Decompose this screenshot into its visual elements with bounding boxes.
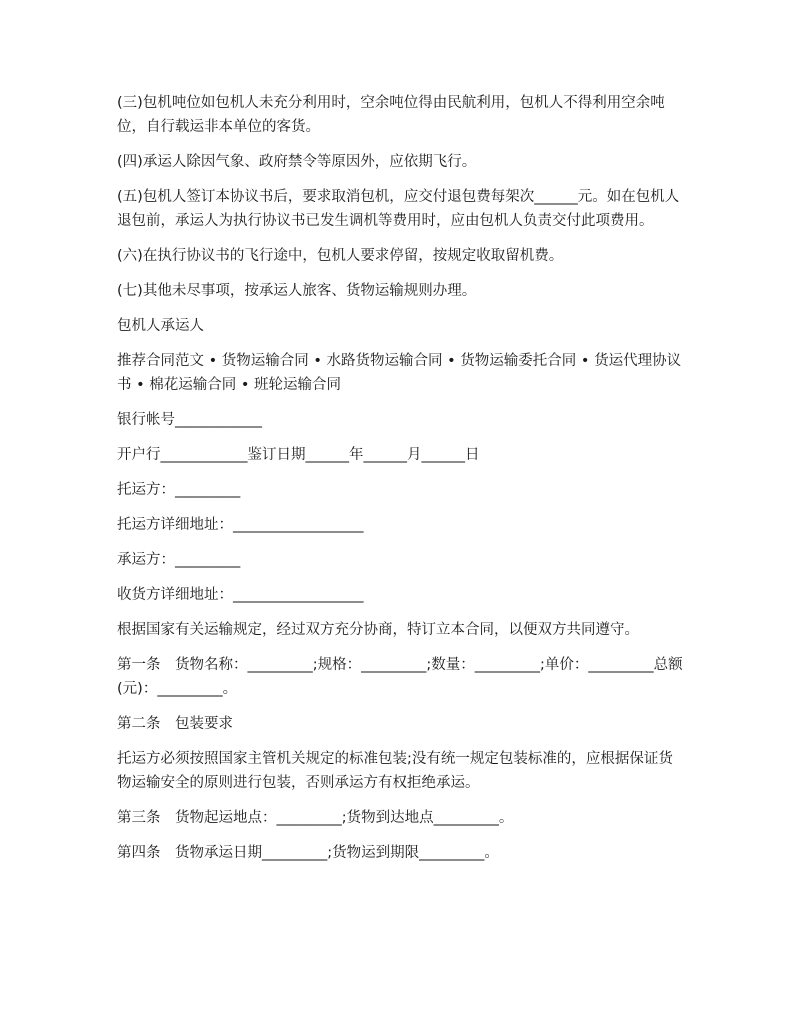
article-4-dates: 第四条 货物承运日期_________;货物运到期限_________。 [117,845,499,861]
article-3-locations: 第三条 货物起运地点：_________;货物到达地点_________。 [117,810,514,826]
signature-parties: 包机人承运人 [117,318,204,334]
article-2-heading: 第二条 包装要求 [117,716,233,732]
shipper-field: 托运方：_________ [117,482,241,498]
document-page [117,91,683,876]
clause-4-schedule: (四)承运人除因气象、政府禁令等原因外，应依期飞行。 [117,154,477,170]
carrier-field: 承运方：_________ [117,552,241,568]
bank-and-sign-date-field: 开户行____________鉴订日期______年______月______日 [117,447,480,463]
clause-5-cancellation: (五)包机人签订本协议书后，要求取消包机，应交付退包费每架次______元。如在包机人退包前，承运人为执行协议书已发生调机等费用时，应由包机人负责交付此项费用。 [117,189,680,229]
clause-7-other: (七)其他未尽事项，按承运人旅客、货物运输规则办理。 [117,283,477,299]
article-1-goods: 第一条 货物名称：_________;规格：_________;数量：_________;单价：_________总额(元)：_________。 [117,657,683,697]
recommended-templates: 推荐合同范文 • 货物运输合同 • 水路货物运输合同 • 货物运输委托合同 • 货运代理协议书 • 棉花运输合同 • 班轮运输合同 [117,353,682,393]
consignee-address-field: 收货方详细地址：__________________ [117,587,364,603]
article-2-packaging-text: 托运方必须按照国家主管机关规定的标准包装;没有统一规定包装标准的，应根据保证货物运输安全的原则进行包装，否则承运方有权拒绝承运。 [117,751,673,791]
shipper-address-field: 托运方详细地址：__________________ [117,517,364,533]
clause-6-stopover: (六)在执行协议书的飞行途中，包机人要求停留，按规定收取留机费。 [117,248,564,264]
bank-account-field: 银行帐号____________ [117,412,262,428]
clause-3-tonnage: (三)包机吨位如包机人未充分利用时，空余吨位得由民航利用，包机人不得利用空余吨位，自行载运非本单位的客货。 [117,95,665,135]
contract-preamble: 根据国家有关运输规定，经过双方充分协商，特订立本合同，以便双方共同遵守。 [117,622,639,638]
